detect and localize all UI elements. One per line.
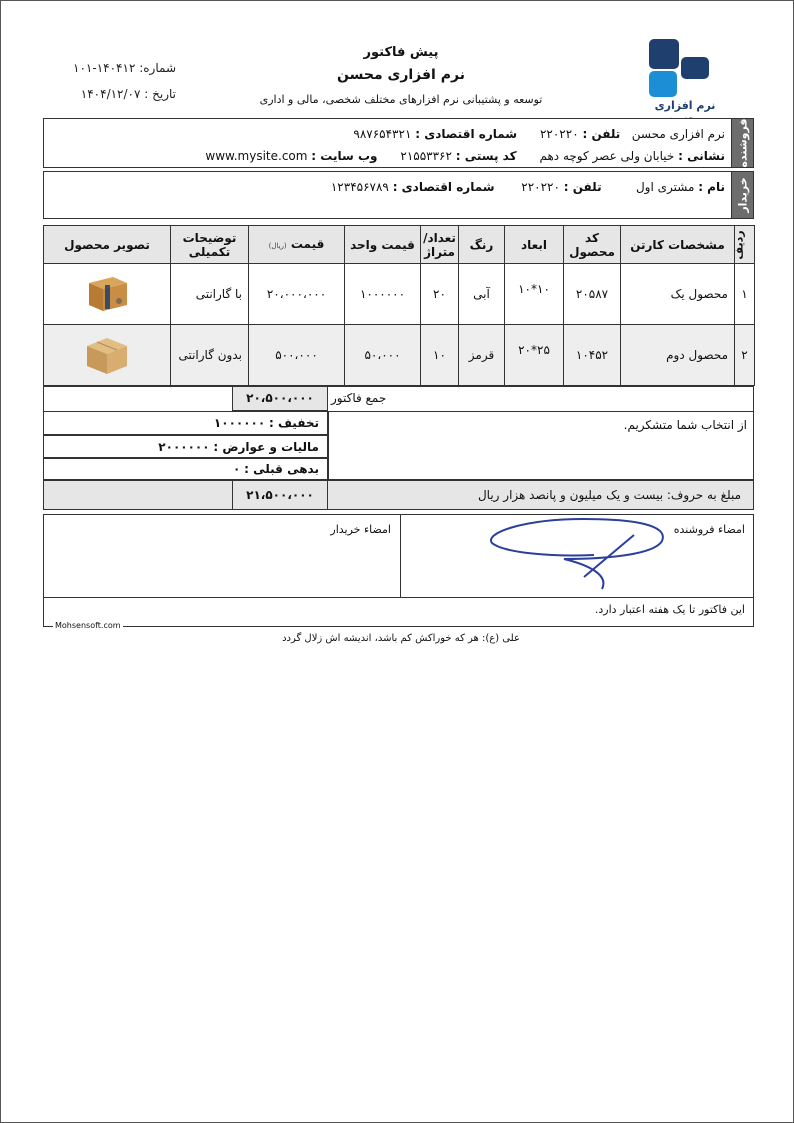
buyer-box <box>43 171 754 219</box>
cell-image <box>44 264 171 325</box>
cell-dims: ۲۵*۲۰ <box>505 325 564 386</box>
logo-text: نرم افزاری <box>654 99 716 112</box>
validity-note: این فاکتور تا یک هفته اعتبار دارد. <box>594 603 745 616</box>
cardboard-box-icon <box>83 332 131 376</box>
cell-price: ۵۰۰،۰۰۰ <box>249 325 345 386</box>
signature-box <box>43 514 754 627</box>
items-table <box>43 225 755 386</box>
document-title: پیش فاکتور <box>363 45 439 60</box>
company-name: نرم افزاری محسن <box>337 67 465 83</box>
invoice-date: تاریخ : ۱۴۰۴/۱۲/۰۷ <box>80 87 176 101</box>
amount-in-words: مبلغ به حروف: بیست و یک میلیون و پانصد هزار ریال <box>477 488 741 502</box>
invoice-number: شماره: ۱۴۰۴۱۲-۱۰۱ <box>73 61 176 75</box>
company-logo <box>635 37 735 117</box>
cell-qty: ۲۰ <box>421 264 459 325</box>
sum-row <box>43 386 754 411</box>
site-watermark: Mohsensoft.com <box>55 621 121 630</box>
seller-line-1: نرم افزاری محسن تلفن : ۲۲۰۲۲۰ شماره اقتصادی : ۹۸۷۶۵۴۳۲۱ <box>353 127 725 141</box>
cell-spec: محصول یک <box>621 264 735 325</box>
col-qty: تعداد/ متراژ <box>421 226 459 264</box>
seller-tab: فروشنده <box>731 119 753 167</box>
col-color: رنگ <box>459 226 505 264</box>
cell-code: ۲۰۵۸۷ <box>564 264 621 325</box>
thanks-note: از انتخاب شما متشکریم. <box>328 411 754 480</box>
seller-box <box>43 118 754 168</box>
signature-scribble <box>484 515 674 595</box>
col-image: تصویر محصول <box>44 226 171 264</box>
cell-color: آبی <box>459 264 505 325</box>
company-tagline: توسعه و پشتیبانی نرم افزارهای مختلف شخصی، مالی و اداری <box>259 93 543 106</box>
grand-total-value: ۲۱،۵۰۰،۰۰۰ <box>232 480 328 510</box>
cell-unit-price: ۵۰،۰۰۰ <box>345 325 421 386</box>
col-row: ردیف <box>735 226 755 264</box>
table-header-row <box>44 226 755 264</box>
cell-spec: محصول دوم <box>621 325 735 386</box>
cell-color: قرمز <box>459 325 505 386</box>
col-code: کد محصول <box>564 226 621 264</box>
col-desc: توضیحات تکمیلی <box>171 226 249 264</box>
cell-image <box>44 325 171 386</box>
seller-line-2: نشانی : خیابان ولی عصر کوچه دهم کد پستی : ۲۱۵۵۳۳۶۲ وب سایت : www.mysite.com <box>205 149 725 163</box>
discount-row: تخفیف : ۱۰۰۰۰۰۰ <box>43 411 328 435</box>
cell-unit-price: ۱۰۰۰۰۰۰ <box>345 264 421 325</box>
cell-price: ۲۰،۰۰۰،۰۰۰ <box>249 264 345 325</box>
cell-desc: با گارانتی <box>171 264 249 325</box>
footer-quote: علی (ع): هر که خوراکش کم باشد، اندیشه اش زلال گردد <box>282 633 520 644</box>
col-spec: مشخصات کارتن <box>621 226 735 264</box>
col-price: قیمت (ریال) <box>249 226 345 264</box>
cell-row: ۲ <box>735 325 755 386</box>
sum-value: ۲۰،۵۰۰،۰۰۰ <box>232 386 328 411</box>
cell-row: ۱ <box>735 264 755 325</box>
cardboard-box-icon <box>83 271 131 315</box>
cell-dims: ۱۰*۱۰ <box>505 264 564 325</box>
cell-desc: بدون گارانتی <box>171 325 249 386</box>
cell-code: ۱۰۴۵۲ <box>564 325 621 386</box>
buyer-tab: خریدار <box>731 172 753 218</box>
seller-signature-label: امضاء فروشنده <box>673 523 745 536</box>
prev-debt-row: بدهی قبلی : ۰ <box>43 458 328 480</box>
buyer-signature-label: امضاء خریدار <box>330 523 391 536</box>
col-dims: ابعاد <box>505 226 564 264</box>
buyer-line-1: نام : مشتری اول تلفن : ۲۲۰۲۲۰ شماره اقتصادی : ۱۲۳۴۵۶۷۸۹ <box>330 180 725 194</box>
table-row <box>44 325 755 386</box>
cell-qty: ۱۰ <box>421 325 459 386</box>
tax-row: مالیات و عوارض : ۲۰۰۰۰۰۰ <box>43 435 328 458</box>
sum-label: جمع فاکتور <box>331 391 387 405</box>
table-row <box>44 264 755 325</box>
col-unit-price: قیمت واحد <box>345 226 421 264</box>
